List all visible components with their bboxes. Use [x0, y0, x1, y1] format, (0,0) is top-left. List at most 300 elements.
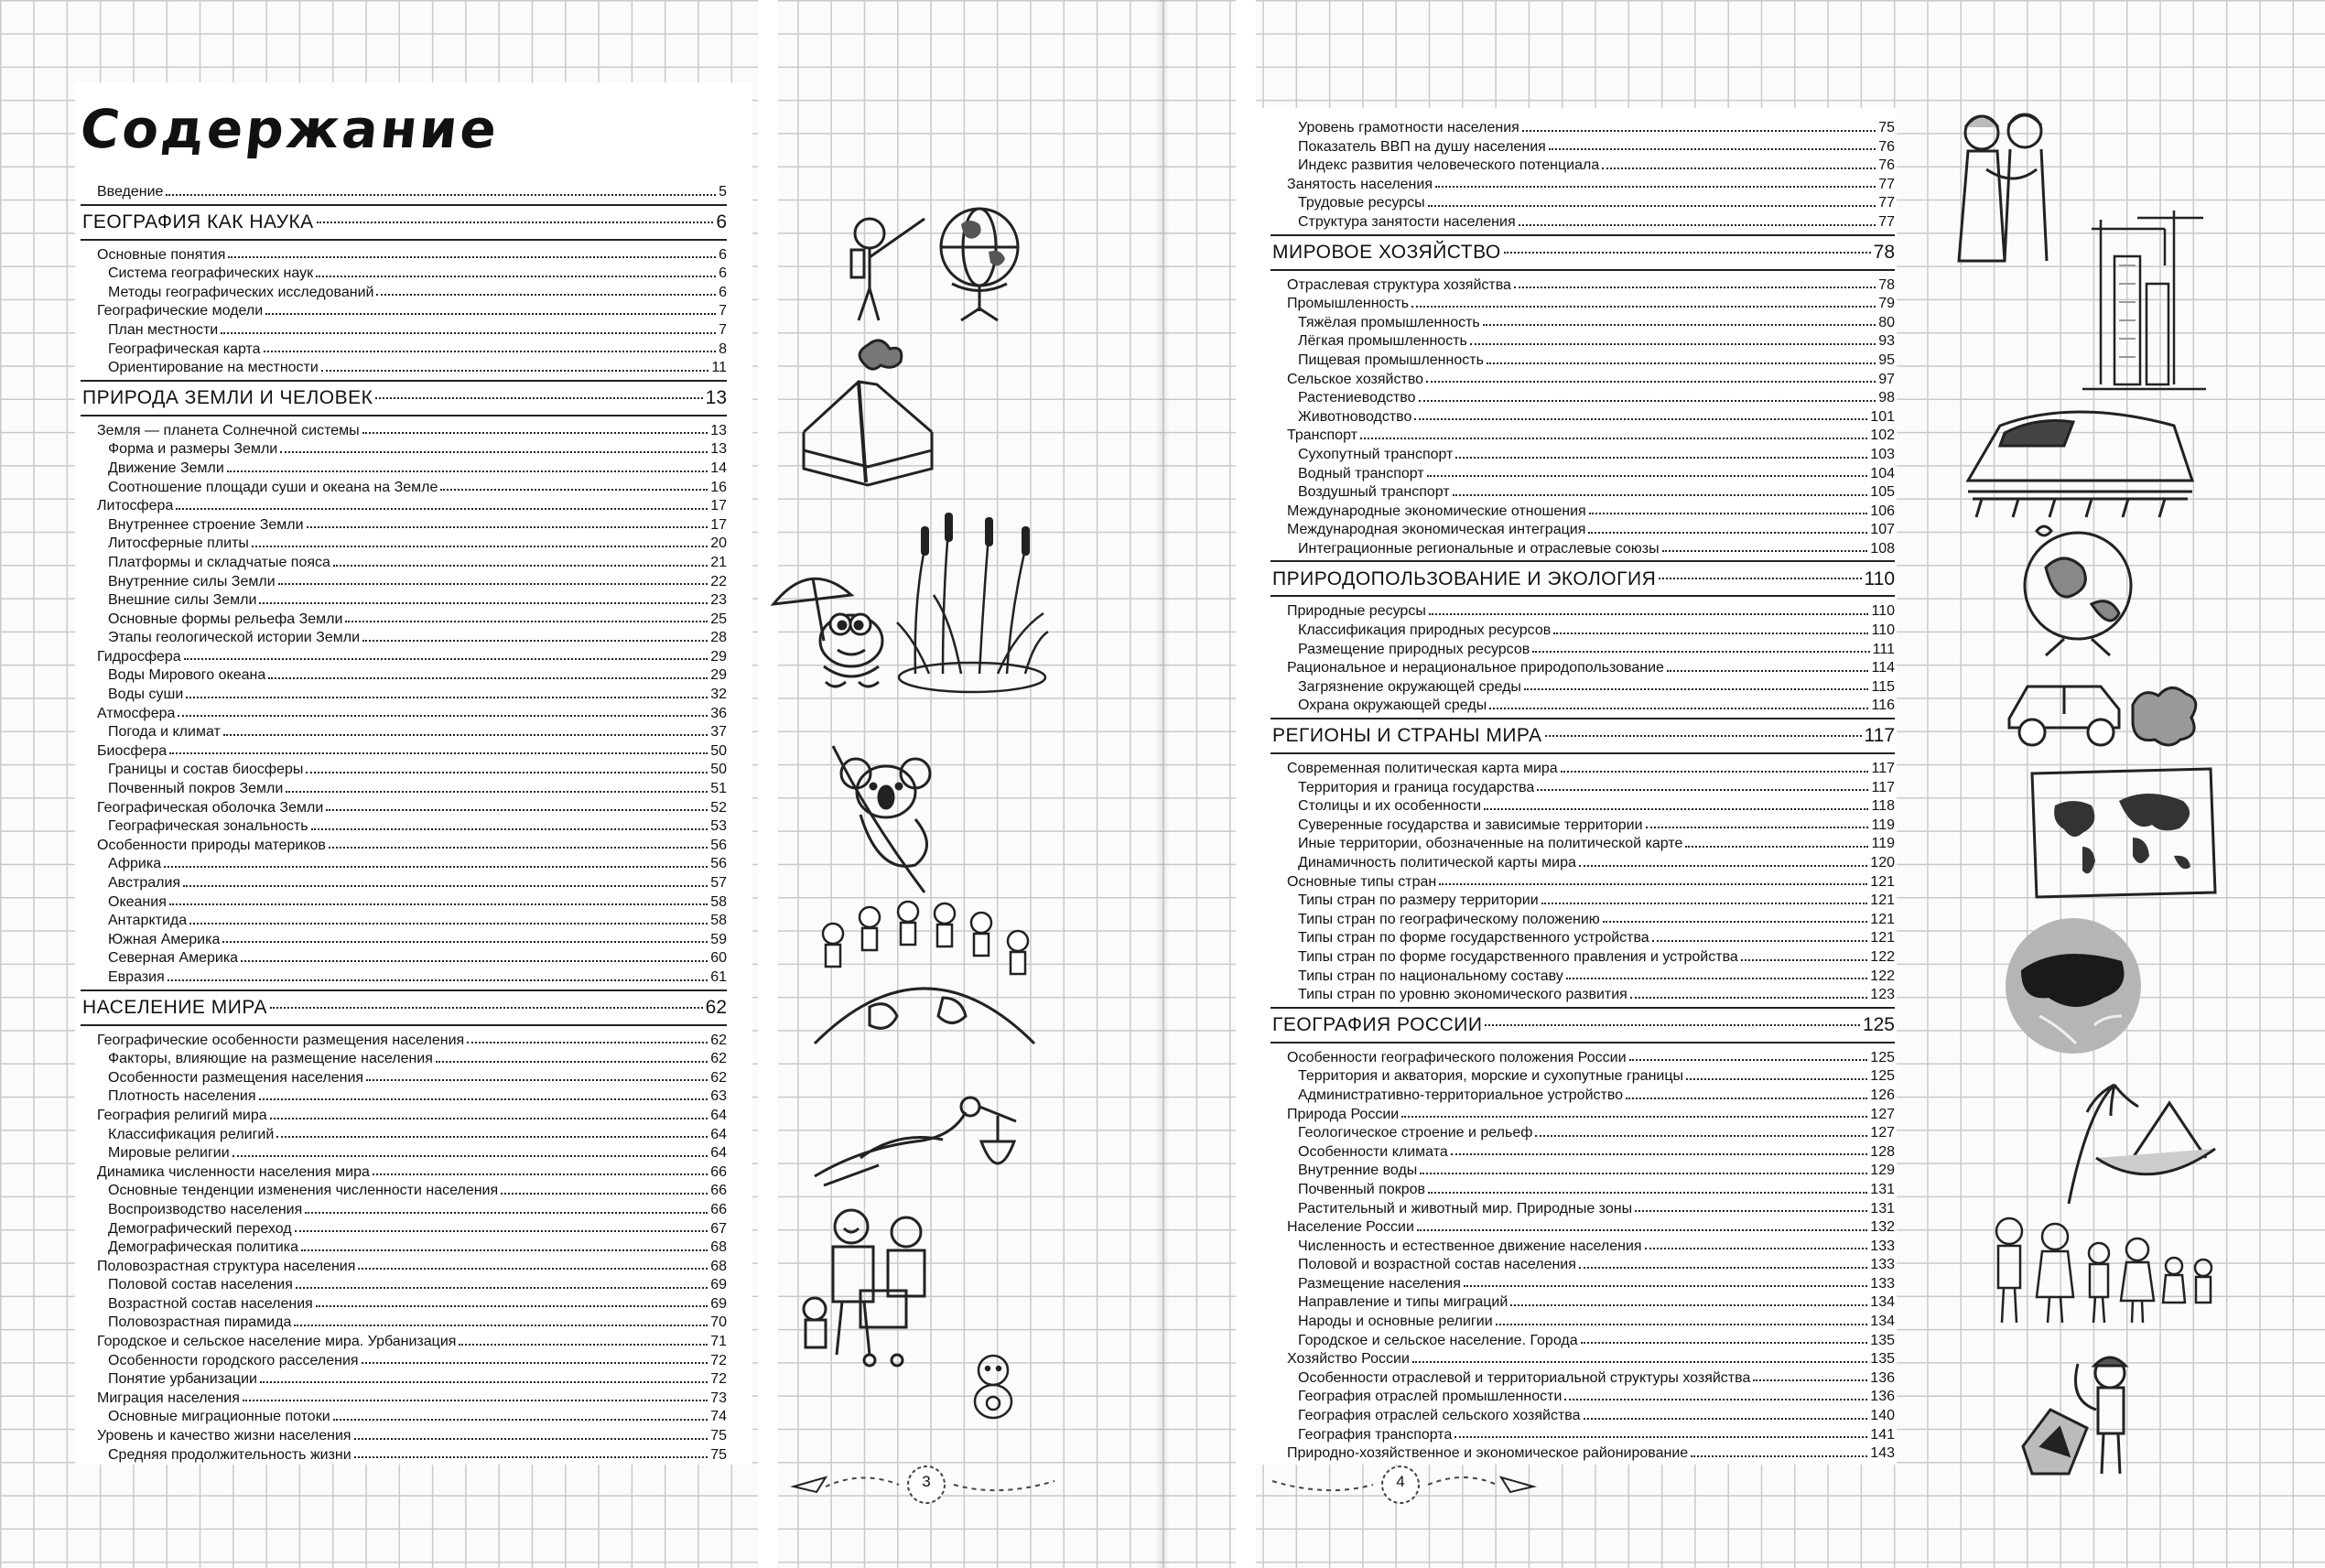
toc-entry[interactable] [81, 947, 727, 967]
toc-entry-title: Почвенный покров [1298, 1181, 1426, 1197]
toc-page-number: 22 [710, 573, 727, 589]
toc-entry-title: Границы и состав биосферы [108, 762, 304, 778]
toc-page-number: 103 [1870, 446, 1895, 462]
toc-page-number: 121 [1870, 873, 1895, 890]
toc-entry[interactable] [81, 282, 727, 301]
toc-entry[interactable] [81, 244, 727, 264]
toc-entry[interactable] [1271, 117, 1895, 136]
toc-entry[interactable] [81, 339, 727, 358]
toc-entry[interactable] [1271, 330, 1895, 350]
toc-entry-title: Показатель ВВП на душу населения [1298, 138, 1546, 155]
toc-entry[interactable] [1271, 211, 1895, 231]
toc-entry[interactable] [81, 552, 727, 571]
toc-entry-title: Городское и сельское население мира. Урбанизация [97, 1334, 457, 1350]
toc-page-number: 14 [710, 460, 727, 476]
book-spine-fold [1155, 0, 1170, 1568]
toc-entry[interactable] [1271, 1065, 1895, 1085]
toc-entry[interactable] [1271, 538, 1895, 557]
dot-leader [1537, 789, 1868, 791]
toc-right-column [1271, 117, 1895, 1462]
toc-page-number: 121 [1870, 911, 1895, 927]
toc-entry[interactable] [81, 1368, 727, 1388]
toc-entry[interactable] [81, 609, 727, 628]
toc-entry[interactable] [1271, 1330, 1895, 1349]
toc-entry[interactable] [1271, 946, 1895, 966]
toc-entry[interactable] [1271, 312, 1895, 331]
toc-entry[interactable] [81, 300, 727, 319]
dot-leader [186, 697, 708, 698]
toc-entry-title: Особенности отраслевой и территориальной структуры хозяйства [1298, 1369, 1751, 1386]
toc-entry-title: Рациональное и нерациональное природопользование [1287, 660, 1664, 676]
dot-leader [317, 222, 714, 223]
dot-leader [1496, 1324, 1868, 1325]
toc-entry[interactable] [81, 929, 727, 948]
dot-leader [1753, 1379, 1867, 1381]
globe-russia-illustration [2003, 915, 2145, 1057]
toc-entry[interactable] [81, 665, 727, 684]
toc-page-number: 13 [710, 422, 727, 438]
dot-leader [1561, 771, 1869, 773]
dot-leader [1524, 688, 1869, 690]
dot-leader [1439, 883, 1867, 885]
dot-leader [1629, 1059, 1868, 1061]
toc-entry-title: Основные миграционные потоки [108, 1409, 330, 1425]
toc-page-number: 95 [1878, 351, 1895, 368]
toc-entry[interactable] [1271, 155, 1895, 174]
toc-entry[interactable] [1271, 1386, 1895, 1405]
dot-leader [1417, 1229, 1867, 1231]
dot-leader [1510, 1304, 1867, 1306]
toc-entry[interactable] [81, 1256, 727, 1275]
toc-entry[interactable] [1271, 519, 1895, 538]
toc-entry[interactable] [1271, 1273, 1895, 1292]
toc-entry[interactable] [81, 703, 727, 722]
toc-entry-title: Воспроизводство населения [108, 1201, 303, 1217]
toc-entry-title: Международные экономические отношения [1287, 503, 1586, 519]
toc-entry[interactable] [81, 571, 727, 590]
toc-entry[interactable] [1271, 387, 1895, 406]
globe-boy-illustration [824, 197, 1034, 325]
toc-entry[interactable] [1271, 406, 1895, 426]
toc-entry[interactable] [1271, 815, 1895, 834]
toc-page-number: 58 [710, 913, 727, 929]
toc-entry[interactable] [81, 646, 727, 665]
toc-entry[interactable] [1271, 425, 1895, 444]
toc-entry-title: Индекс развития человеческого потенциала [1298, 157, 1600, 174]
toc-page-number: 53 [710, 818, 727, 835]
toc-entry[interactable] [81, 357, 727, 376]
toc-entry-title: Половой состав населения [108, 1277, 293, 1293]
toc-entry-title: Современная политическая карта мира [1287, 761, 1558, 777]
toc-entry-title: ГЕОГРАФИЯ КАК НАУКА [82, 211, 314, 233]
volcano-illustration [785, 331, 946, 492]
toc-entry[interactable] [81, 263, 727, 282]
toc-entry-title: Воздушный транспорт [1298, 484, 1450, 501]
earth-illustration [2009, 513, 2147, 659]
toc-entry-title: Атмосфера [97, 705, 176, 721]
toc-entry[interactable] [1271, 1179, 1895, 1198]
toc-entry[interactable] [81, 797, 727, 816]
toc-page-number: 116 [1871, 697, 1895, 714]
toc-entry[interactable] [81, 872, 727, 892]
dot-leader [278, 583, 708, 585]
toc-entry-title: План местности [108, 321, 219, 338]
page-number-4: 4 [1396, 1473, 1405, 1490]
toc-section-heading[interactable] [81, 989, 727, 1026]
toc-entry[interactable] [81, 514, 727, 534]
dot-leader [467, 1042, 708, 1044]
toc-section-heading[interactable] [1271, 718, 1895, 754]
toc-entry[interactable] [1271, 984, 1895, 1003]
toc-entry-title: НАСЕЛЕНИЕ МИРА [82, 997, 267, 1019]
toc-entry[interactable] [81, 1425, 727, 1444]
dot-leader [1428, 205, 1876, 207]
toc-entry[interactable] [1271, 174, 1895, 193]
dot-leader [265, 313, 716, 315]
toc-entry-title: Географическая карта [108, 341, 261, 357]
toc-entry-title: Охрана окружающей среды [1298, 697, 1487, 714]
toc-entry[interactable] [81, 420, 727, 439]
toc-page-number: 75 [1878, 120, 1895, 135]
toc-entry-title: Особенности природы материков [97, 837, 326, 853]
toc-entry[interactable] [81, 778, 727, 797]
toc-entry[interactable] [1271, 1311, 1895, 1330]
page-number-right [1263, 1461, 1538, 1507]
dot-leader [1645, 1248, 1868, 1249]
toc-page-number: 11 [711, 360, 727, 376]
toc-page-number: 104 [1870, 465, 1895, 481]
toc-page-number: 80 [1878, 314, 1895, 330]
toc-entry-title: Направление и типы миграций [1298, 1294, 1509, 1311]
toc-entry[interactable] [81, 181, 727, 200]
dot-leader [1686, 1078, 1867, 1080]
toc-page-number: 118 [1871, 798, 1895, 815]
toc-page-number: 143 [1870, 1445, 1895, 1462]
toc-page-number: 77 [1878, 213, 1895, 230]
toc-entry-title: Транспорт [1287, 427, 1357, 444]
toc-entry[interactable] [1271, 1104, 1895, 1123]
toc-section-heading[interactable] [1271, 234, 1895, 271]
toc-entry[interactable] [1271, 758, 1895, 777]
toc-page-number: 36 [710, 705, 727, 721]
toc-entry-title: Демографическая политика [108, 1239, 298, 1256]
toc-entry[interactable] [81, 1406, 727, 1425]
toc-page-number: 122 [1870, 948, 1895, 965]
toc-entry[interactable] [81, 835, 727, 854]
toc-entry[interactable] [1271, 1160, 1895, 1179]
toc-page-number: 6 [719, 284, 727, 300]
dot-leader [321, 370, 709, 372]
toc-page-number: 56 [710, 856, 727, 872]
toc-entry[interactable] [1271, 1443, 1895, 1462]
toc-page-number: 110 [1864, 568, 1895, 589]
reeds-illustration [888, 513, 1057, 696]
toc-entry-title: Уровень и качество жизни населения [97, 1428, 351, 1444]
dot-leader [306, 772, 708, 773]
toc-entry[interactable] [81, 1293, 727, 1313]
dot-leader [1662, 550, 1868, 552]
toc-entry[interactable] [1271, 1047, 1895, 1066]
toc-entry[interactable] [1271, 1217, 1895, 1236]
toc-entry[interactable] [1271, 275, 1895, 294]
toc-page-number: 97 [1878, 371, 1895, 387]
dot-leader [178, 715, 708, 717]
toc-page-number: 7 [719, 321, 727, 338]
toc-entry[interactable] [81, 1331, 727, 1350]
toc-section-heading[interactable] [81, 380, 727, 416]
toc-entry[interactable] [1271, 620, 1895, 639]
toc-entry-title: Трудовые ресурсы [1298, 195, 1425, 211]
toc-entry[interactable] [81, 1142, 727, 1162]
toc-entry[interactable] [1271, 501, 1895, 520]
toc-entry-title: Тяжёлая промышленность [1298, 314, 1480, 330]
dot-leader [176, 508, 708, 510]
dot-leader [259, 1098, 708, 1100]
toc-entry[interactable] [1271, 1368, 1895, 1387]
toc-page-number: 75 [710, 1428, 727, 1444]
toc-entry[interactable] [1271, 136, 1895, 156]
toc-entry-title: Водный транспорт [1298, 465, 1424, 481]
toc-page-number: 132 [1870, 1219, 1895, 1236]
toc-entry[interactable] [1271, 927, 1895, 946]
toc-entry[interactable] [81, 627, 727, 646]
toc-entry[interactable] [1271, 695, 1895, 714]
toc-entry[interactable] [1271, 369, 1895, 388]
toc-page-number: 110 [1871, 622, 1895, 639]
dot-leader [276, 1136, 708, 1138]
toc-entry-title: Интеграционные региональные и отраслевые союзы [1298, 540, 1660, 557]
dot-leader [294, 1325, 708, 1326]
toc-entry[interactable] [81, 1105, 727, 1124]
toc-entry[interactable] [1271, 676, 1895, 696]
toc-section-heading[interactable] [1271, 1007, 1895, 1044]
toc-entry[interactable] [81, 1350, 727, 1369]
toc-entry[interactable] [1271, 1405, 1895, 1424]
family-illustration [1982, 1213, 2220, 1327]
toc-page-number: 25 [710, 611, 727, 627]
toc-entry-title: Административно-территориальное устройство [1298, 1087, 1624, 1103]
toc-entry[interactable] [81, 816, 727, 835]
toc-entry-title: Типы стран по национальному составу [1298, 968, 1563, 984]
toc-page-number: 62 [710, 1032, 727, 1048]
toc-entry[interactable] [1271, 350, 1895, 369]
toc-entry-title: Воды Мирового океана [108, 667, 266, 684]
toc-entry-title: Народы и основные религии [1298, 1314, 1493, 1330]
toc-entry[interactable] [81, 533, 727, 552]
toc-entry[interactable] [1271, 481, 1895, 501]
toc-entry[interactable] [81, 1086, 727, 1105]
toc-page-number: 64 [710, 1145, 727, 1162]
toc-entry-title: Миграция населения [97, 1390, 240, 1406]
toc-page-number: 119 [1871, 836, 1895, 852]
dot-leader [1485, 1024, 1859, 1026]
toc-entry[interactable] [81, 1444, 727, 1464]
toc-entry-title: Океания [108, 893, 167, 910]
travellers-illustration [796, 1199, 952, 1368]
dot-leader [164, 866, 708, 868]
toc-entry-title: География отраслей сельского хозяйства [1298, 1408, 1581, 1424]
toc-entry[interactable] [81, 1067, 727, 1087]
toc-page-number: 134 [1870, 1314, 1895, 1330]
toc-entry[interactable] [81, 477, 727, 496]
dot-leader [259, 602, 708, 604]
toc-section-heading[interactable] [1271, 560, 1895, 597]
toc-page-number: 64 [710, 1126, 727, 1142]
dot-leader [1659, 578, 1861, 579]
toc-page-number: 120 [1870, 855, 1895, 871]
toc-entry[interactable] [81, 910, 727, 929]
toc-page-number: 57 [710, 875, 727, 891]
toc-entry[interactable] [81, 684, 727, 703]
koala-illustration [815, 737, 970, 897]
dot-leader [436, 1061, 708, 1063]
toc-entry[interactable] [81, 438, 727, 458]
dot-leader [1464, 1285, 1867, 1287]
toc-entry-title: Динамичность политической карты мира [1298, 855, 1576, 871]
toc-page-number: 69 [710, 1295, 727, 1312]
toc-entry-title: Классификация религий [108, 1126, 275, 1142]
toc-page-number: 13 [705, 387, 727, 409]
toc-entry[interactable] [81, 458, 727, 477]
dot-leader [228, 256, 716, 258]
toc-entry[interactable] [1271, 1348, 1895, 1368]
dot-leader [1453, 494, 1868, 496]
toc-entry[interactable] [1271, 1141, 1895, 1161]
dot-leader [295, 1230, 708, 1232]
toc-entry-title: Демографический переход [108, 1220, 292, 1237]
toc-entry[interactable] [81, 1162, 727, 1181]
dot-leader [1646, 827, 1869, 828]
toc-entry-title: Форма и размеры Земли [108, 441, 278, 458]
toc-page-number: 74 [710, 1409, 727, 1425]
toc-entry[interactable] [81, 1312, 727, 1331]
toc-page-number: 68 [710, 1239, 727, 1256]
toc-page-number: 72 [710, 1352, 727, 1368]
toc-entry[interactable] [1271, 1254, 1895, 1273]
toc-entry[interactable] [1271, 795, 1895, 815]
dot-leader [1545, 735, 1862, 737]
toc-entry-title: РЕГИОНЫ И СТРАНЫ МИРА [1272, 725, 1542, 747]
dot-leader [1412, 1361, 1867, 1363]
toc-page-number: 135 [1870, 1351, 1895, 1368]
toc-entry[interactable] [1271, 444, 1895, 463]
toc-page-number: 101 [1870, 408, 1895, 425]
toc-entry[interactable] [1271, 833, 1895, 852]
miner-illustration [2014, 1346, 2151, 1483]
dot-leader [1532, 651, 1869, 653]
dot-leader [252, 546, 708, 547]
toc-entry[interactable] [1271, 890, 1895, 909]
toc-entry-title: Размещение населения [1298, 1275, 1461, 1292]
toc-page-number: 6 [719, 246, 727, 263]
toc-entry[interactable] [1271, 852, 1895, 871]
toc-entry[interactable] [81, 1388, 727, 1407]
toc-entry[interactable] [1271, 909, 1895, 928]
toc-entry[interactable] [81, 319, 727, 339]
toc-entry-title: ПРИРОДА ЗЕМЛИ И ЧЕЛОВЕК [82, 387, 373, 409]
dot-leader [1691, 1455, 1867, 1457]
toc-entry[interactable] [1271, 463, 1895, 482]
dot-leader [1428, 1192, 1867, 1194]
toc-entry[interactable] [1271, 1122, 1895, 1141]
toc-entry[interactable] [81, 1180, 727, 1199]
toc-entry-title: Классификация природных ресурсов [1298, 622, 1552, 639]
toc-page-number: 77 [1878, 176, 1895, 192]
dot-leader [354, 1438, 708, 1440]
dot-leader [1564, 1399, 1867, 1400]
toc-page-number: 115 [1871, 678, 1895, 695]
toc-page-number: 64 [710, 1107, 727, 1123]
toc-entry[interactable] [81, 495, 727, 514]
toc-entry[interactable] [1271, 777, 1895, 796]
toc-entry[interactable] [81, 1274, 727, 1293]
toc-entry[interactable] [81, 721, 727, 741]
toc-entry-title: Литосфера [97, 498, 174, 514]
toc-entry[interactable] [1271, 639, 1895, 658]
toc-entry[interactable] [81, 892, 727, 911]
dot-leader [166, 194, 716, 196]
toc-entry[interactable] [1271, 1085, 1895, 1104]
toc-entry-title: Географическая зональность [108, 818, 308, 835]
toc-entry[interactable] [1271, 1236, 1895, 1255]
toc-entry[interactable] [81, 1237, 727, 1256]
toc-entry-title: Лёгкая промышленность [1298, 333, 1467, 350]
dot-leader [1522, 130, 1876, 132]
toc-entry[interactable] [1271, 1424, 1895, 1444]
toc-entry-title: Природа России [1287, 1106, 1400, 1122]
toc-page-number: 69 [710, 1277, 727, 1293]
toc-page-number: 71 [710, 1334, 727, 1350]
toc-entry[interactable] [81, 759, 727, 778]
toc-entry-title: Биосфера [97, 742, 168, 759]
toc-entry[interactable] [1271, 600, 1895, 620]
toc-entry-title: Особенности размещения населения [108, 1069, 364, 1086]
toc-entry[interactable] [81, 589, 727, 609]
toc-entry[interactable] [1271, 657, 1895, 676]
dot-leader [1541, 903, 1868, 904]
toc-entry[interactable] [81, 1199, 727, 1218]
toc-entry[interactable] [1271, 1198, 1895, 1217]
toc-entry-title: Промышленность [1287, 296, 1410, 312]
dot-leader [362, 640, 708, 642]
toc-entry[interactable] [81, 967, 727, 986]
toc-entry[interactable] [1271, 871, 1895, 891]
dot-leader [1483, 324, 1876, 326]
toc-entry[interactable] [81, 1218, 727, 1238]
toc-entry[interactable] [1271, 192, 1895, 211]
toc-entry[interactable] [81, 1048, 727, 1067]
toc-entry-title: Австралия [108, 875, 181, 891]
dot-leader [1489, 708, 1868, 709]
toc-entry[interactable] [1271, 293, 1895, 312]
toc-entry[interactable] [81, 1030, 727, 1049]
toc-entry[interactable] [1271, 1292, 1895, 1311]
toc-entry[interactable] [81, 1124, 727, 1143]
toc-entry-title: Хозяйство России [1287, 1351, 1410, 1368]
toc-entry[interactable] [81, 853, 727, 872]
toc-entry-title: Основные тенденции изменения численности населения [108, 1183, 499, 1199]
toc-page-number: 32 [710, 687, 727, 703]
toc-entry-title: Геологическое строение и рельеф [1298, 1125, 1533, 1141]
toc-section-heading[interactable] [81, 204, 727, 241]
toc-page-number: 128 [1870, 1143, 1895, 1160]
toc-entry-title: Движение Земли [108, 460, 224, 476]
toc-page-number: 131 [1870, 1200, 1895, 1217]
toc-entry-title: ПРИРОДОПОЛЬЗОВАНИЕ И ЭКОЛОГИЯ [1272, 568, 1657, 589]
toc-entry[interactable] [81, 741, 727, 760]
toc-entry[interactable] [1271, 966, 1895, 985]
dot-leader [169, 903, 708, 905]
